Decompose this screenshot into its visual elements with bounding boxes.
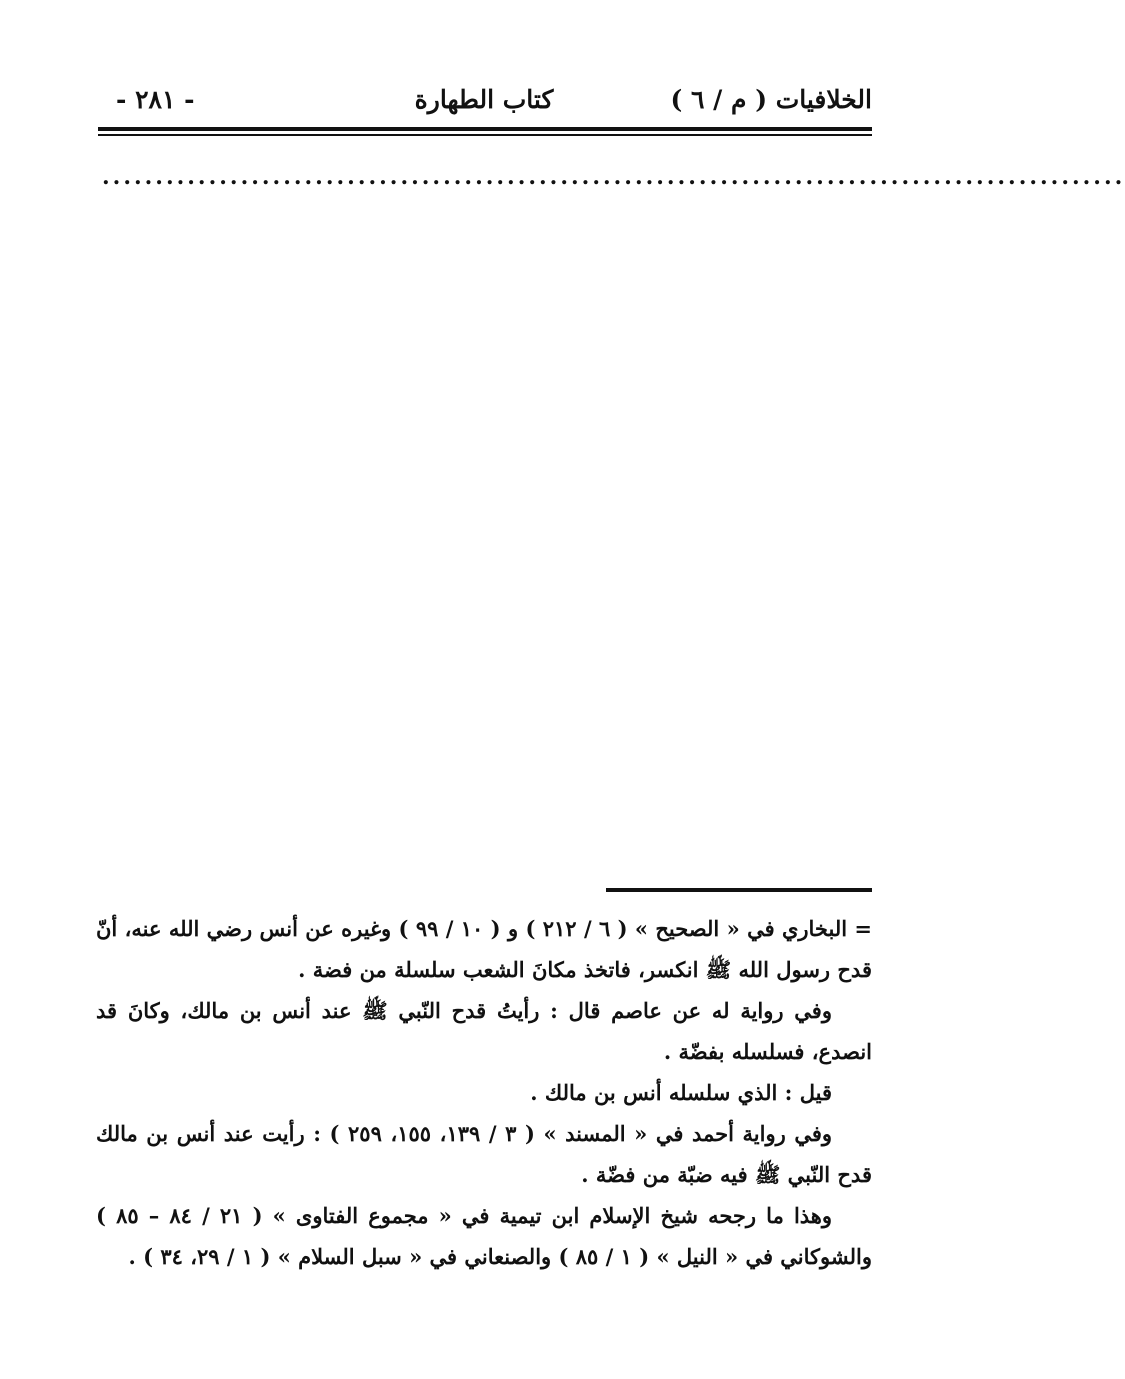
page-header <box>96 78 872 122</box>
omission-dots: ................................................................................................ <box>102 164 1125 190</box>
header-rule-thin <box>98 134 872 136</box>
page-number: - ٢٨١ - <box>116 85 195 114</box>
footnote-paragraph: وفي رواية له عن عاصم قال : رأيتُ قدح النّبي ﷺ عند أنس بن مالك، وكانَ قد انصدع، فسلسله بفضّة . <box>96 998 872 1064</box>
running-head-title: كتاب الطهارة <box>414 85 554 114</box>
header-rule-thick <box>98 127 872 131</box>
footnote-paragraph: قيل : الذي سلسله أنس بن مالك . <box>530 1080 832 1105</box>
running-head-section: الخلافيات ( م / ٦ ) <box>670 85 872 114</box>
footnote-paragraph: = البخاري في « الصحيح » ( ٦ / ٢١٢ ) و ( ١٠ / ٩٩ ) وغيره عن أنس رضي الله عنه، أنّ قدح رسول الله ﷺ انكسر، فاتخذ مكانَ الشعب سلسلة من فضة . <box>96 916 873 982</box>
footnote-paragraph: وهذا ما رجحه شيخ الإسلام ابن تيمية في « مجموع الفتاوى » ( ٢١ / ٨٤ – ٨٥ ) والشوكاني في « النيل » ( ١ / ٨٥ ) والصنعاني في « سبل السلام » ( ١ / ٢٩، ٣٤ ) . <box>96 1203 872 1269</box>
footnote-separator <box>606 888 872 892</box>
footnotes <box>96 908 872 1277</box>
footnote-paragraph: وفي رواية أحمد في « المسند » ( ٣ / ١٣٩، ١٥٥، ٢٥٩ ) : رأيت عند أنس بن مالك قدح النّبي ﷺ فيه ضبّة من فضّة . <box>96 1121 872 1187</box>
